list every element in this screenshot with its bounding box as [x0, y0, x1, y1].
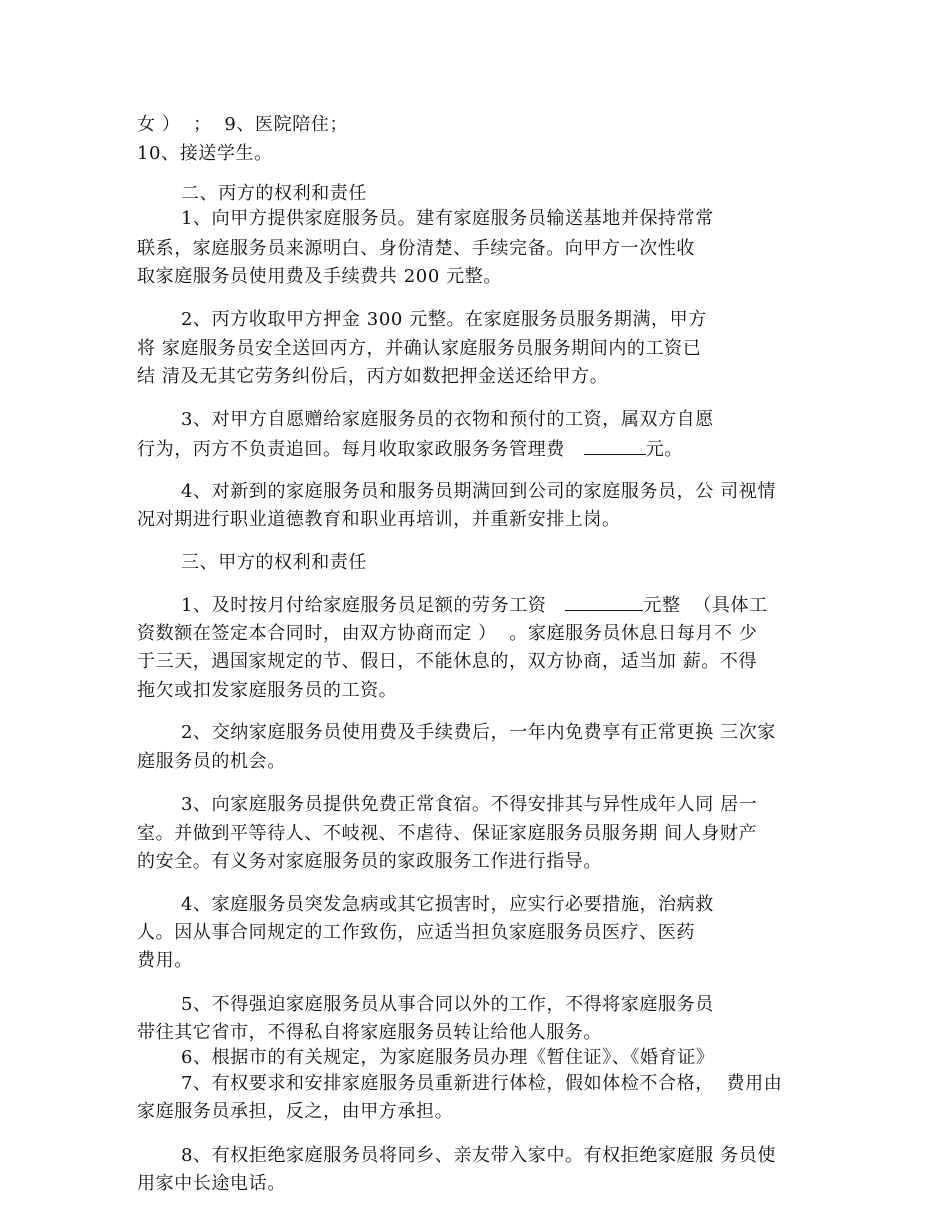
text-segment: 行为，丙方不负责追回。每月收取家政服务务管理费 — [137, 439, 565, 460]
text-line: 费用。 — [137, 950, 193, 971]
text-line: 3、向家庭服务员提供免费正常食宿。不得安排其与异性成年人同 居一 — [181, 794, 758, 815]
text-line: 4、对新到的家庭服务员和服务员期满回到公司的家庭服务员，公 司视情 — [181, 481, 776, 502]
text-line: 家庭服务员承担，反之，由甲方承担。 — [137, 1101, 454, 1122]
text-line: 况对期进行职业道德教育和职业再培训，并重新安排上岗。 — [137, 509, 621, 530]
text-line: 室。并做到平等待人、不岐视、不虐待、保证家庭服务员服务期 间人身财产 — [137, 823, 758, 844]
text-line: 2、丙方收取甲方押金 300 元整。在家庭服务员服务期满，甲方 — [181, 309, 707, 330]
text-line: 5、不得强迫家庭服务员从事合同以外的工作，不得将家庭服务员 — [181, 994, 714, 1015]
text-line: 4、家庭服务员突发急病或其它损害时，应实行必要措施，治病救 — [181, 894, 714, 915]
text-segment: 1、及时按月付给家庭服务员足额的劳务工资 — [181, 595, 547, 616]
text-line: 将 家庭服务员安全送回丙方，并确认家庭服务员服务期间内的工资已 — [137, 338, 702, 359]
text-line: 带往其它省市，不得私自将家庭服务员转让给他人服务。 — [137, 1022, 602, 1043]
text-line: 结 清及无其它劳务纠份后，丙方如数把押金送还给甲方。 — [137, 366, 609, 387]
text-line: 6、根据市的有关规定，为家庭服务员办理《暂住证》、《婚育证》 — [181, 1047, 715, 1068]
text-line: 3、对甲方自愿赠给家庭服务员的衣物和预付的工资，属双方自愿 — [181, 409, 714, 430]
fill-blank — [584, 438, 646, 455]
text-line: 10、接送学生。 — [137, 143, 273, 164]
section-heading: 三、甲方的权利和责任 — [181, 552, 367, 573]
text-line: 女 ） ； 9、医院陪住； — [137, 114, 349, 135]
text-line: 2、交纳家庭服务员使用费及手续费后，一年内免费享有正常更换 三次家 — [181, 722, 776, 743]
text-line: 庭服务员的机会。 — [137, 751, 286, 772]
text-line: 的安全。有义务对家庭服务员的家政服务工作进行指导。 — [137, 851, 602, 872]
section-heading: 二、丙方的权利和责任 — [181, 183, 367, 204]
text-line: 联系，家庭服务员来源明白、身份清楚、手续完备。向甲方一次性收 — [137, 238, 695, 259]
text-line: 7、有权要求和安排家庭服务员重新进行体检，假如体检不合格， 费用由 — [181, 1073, 783, 1094]
text-line: 资数额在签定本合同时，由双方协商而定 ） 。家庭服务员休息日每月不 少 — [137, 623, 758, 644]
text-line: 1、向甲方提供家庭服务员。建有家庭服务员输送基地并保持常常 — [181, 208, 714, 229]
text-line: 人。因从事合同规定的工作致伤，应适当担负家庭服务员医疗、医药 — [137, 922, 695, 943]
text-line: 取家庭服务员使用费及手续费共 200 元整。 — [137, 266, 502, 287]
text-line: 用家中长途电话。 — [137, 1173, 286, 1194]
text-line: 于三天，遇国家规定的节、假日，不能休息的，双方协商，适当加 薪。不得 — [137, 651, 758, 672]
text-segment: 元。 — [645, 439, 683, 460]
text-line — [181, 594, 768, 617]
text-line: 8、有权拒绝家庭服务员将同乡、亲友带入家中。有权拒绝家庭服 务员使 — [181, 1145, 776, 1166]
fill-blank — [565, 594, 643, 611]
text-line — [137, 438, 683, 461]
text-line: 拖欠或扣发家庭服务员的工资。 — [137, 680, 398, 701]
text-segment: 元整 （具体工 — [643, 595, 768, 616]
